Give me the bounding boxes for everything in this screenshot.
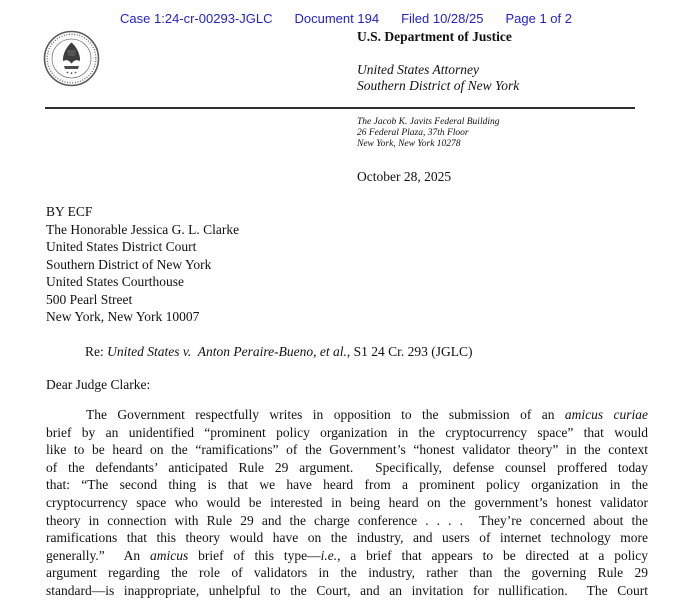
case-name: United States v. Anton Peraire-Bueno, et al. [107, 344, 347, 359]
subject-prefix: Re: [85, 344, 108, 359]
salutation: Dear Judge Clarke: [46, 377, 151, 392]
delivery-method: BY ECF [46, 204, 93, 219]
recipient-block [46, 203, 239, 326]
ecf-header-stamp [0, 11, 692, 26]
recipient-line: The Honorable Jessica G. L. Clarke [46, 221, 240, 237]
body-line: that: “The second thing is that we have heard from a prominent policy organization in the [46, 477, 648, 493]
body-line: brief by an unidentified “prominent policy organization in the cryptocurrency space” that would [46, 424, 648, 440]
body-line: ramifications that this theory would have on the industry, and users of internet technology more [46, 530, 648, 546]
body-line: like to be heard on the “ramifications” of the Government’s “honest validator theory” in the context [46, 442, 648, 458]
body-line: standard—is inappropriate, unhelpful to the Court, and an invitation for nullification. The Court [46, 582, 648, 598]
stamp-case-number: Case 1:24-cr-00293-JGLC [120, 11, 273, 26]
district-name: Southern District of New York [357, 78, 520, 93]
address-line: The Jacob K. Javits Federal Building [357, 117, 500, 127]
letter-body [46, 406, 648, 600]
stamp-document-number: Document 194 [294, 11, 380, 26]
case-number: , S1 24 Cr. 293 (JGLC) [346, 344, 473, 359]
stamp-filed-date: Filed 10/28/25 [401, 11, 484, 26]
stamp-page-number: Page 1 of 2 [505, 11, 572, 26]
recipient-line: New York, New York 10007 [46, 309, 200, 324]
body-line: cryptocurrency space who would be interested in being heard on the government’s honest validator [46, 494, 648, 510]
recipient-line: United States District Court [46, 239, 197, 254]
subject-line [85, 344, 472, 360]
address-line: 26 Federal Plaza, 37th Floor [357, 128, 469, 138]
body-line: theory in connection with Rule 29 and the charge conference . . . . They’re concerned about the [46, 512, 648, 528]
recipient-line: Southern District of New York [46, 256, 212, 272]
body-line: generally.” An amicus brief of this type—i.e., a brief that appears to be directed at a policy [46, 547, 649, 563]
recipient-line: 500 Pearl Street [46, 291, 133, 307]
office-address [357, 117, 499, 150]
agency-name: U.S. Department of Justice [357, 29, 512, 44]
office-name: United States Attorney [357, 62, 479, 77]
body-line: of the defendants’ anticipated Rule 29 argument. Specifically, defense counsel proffered today [46, 459, 648, 475]
doj-seal-icon [43, 30, 100, 87]
address-line: New York, New York 10278 [357, 139, 461, 149]
letter-date: October 28, 2025 [357, 169, 452, 184]
body-line: argument regarding the role of validators in the industry, rather than the governing Rule 29 [46, 565, 648, 581]
horizontal-rule [45, 107, 635, 109]
recipient-line: United States Courthouse [46, 274, 184, 289]
letterhead [357, 29, 519, 94]
body-line: The Government respectfully writes in opposition to the submission of an amicus curiae [86, 407, 649, 422]
